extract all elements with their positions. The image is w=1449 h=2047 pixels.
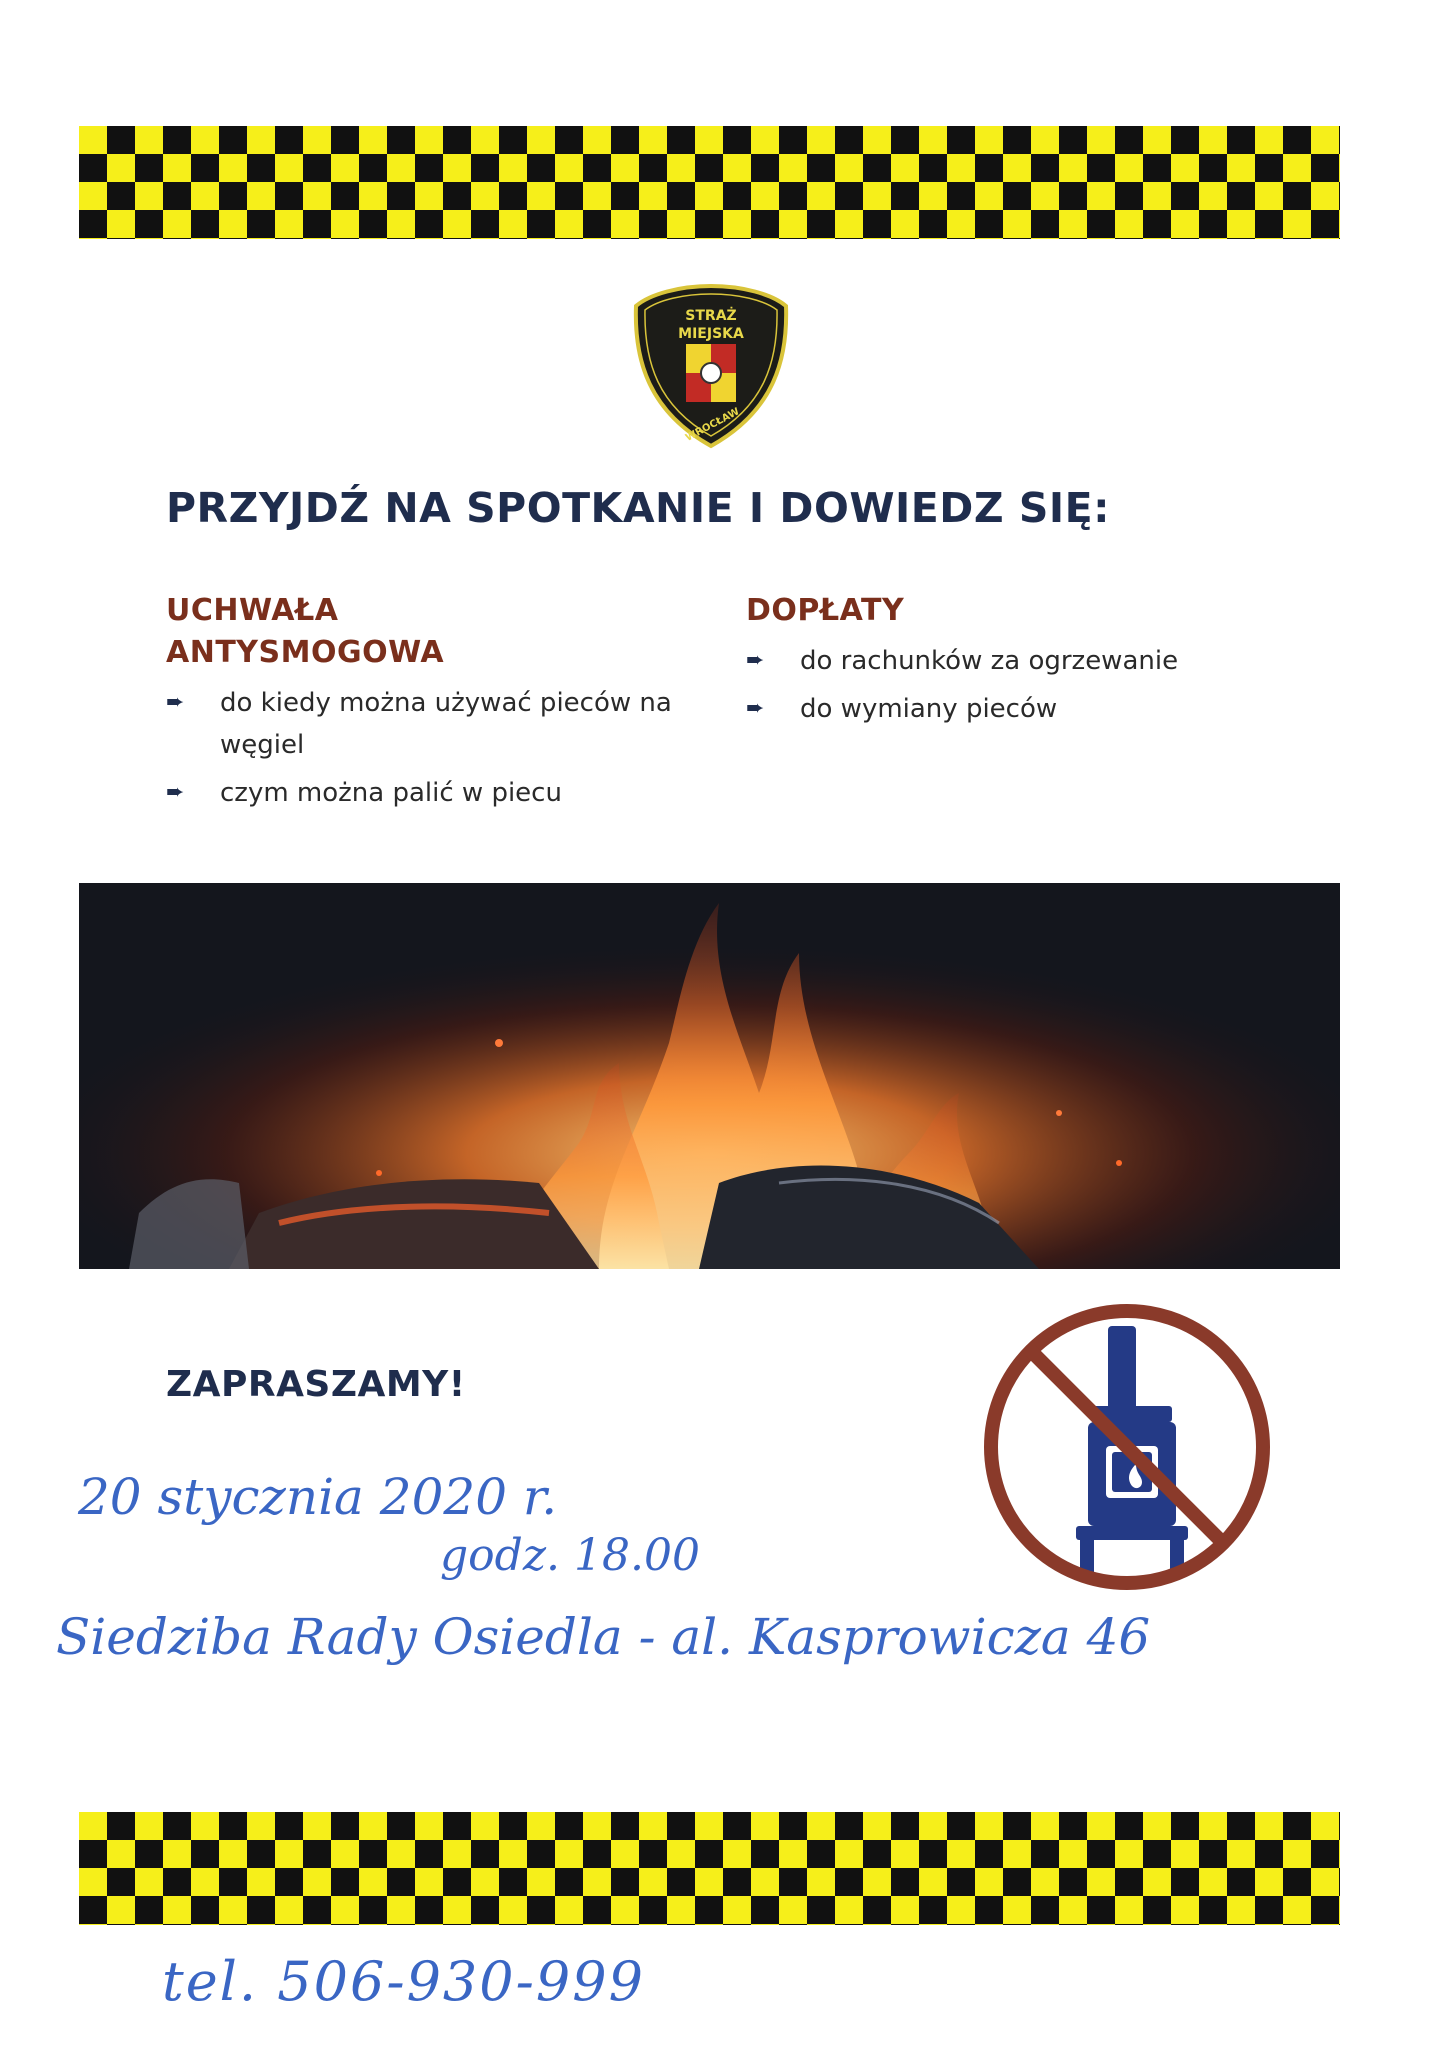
emblem-text-mid: MIEJSKA [678,326,744,342]
subsidies-list [746,640,1206,730]
bottom-checkered-band [79,1812,1340,1925]
antismog-list [166,682,686,814]
fire-photo [79,883,1340,1269]
arrow-right-icon: ➨ [166,780,185,805]
invite-heading: ZAPRASZAMY! [166,1364,466,1405]
list-item [166,772,686,814]
emblem-text-bottom: WROCŁAW [683,406,742,444]
arrow-right-icon: ➨ [166,690,185,715]
list-item [746,640,1206,682]
handwritten-place: Siedziba Rady Osiedla - al. Kasprowicza 46 [56,1608,1151,1666]
list-item [746,688,1206,730]
arrow-right-icon: ➨ [746,648,765,673]
city-guard-badge-icon [632,282,790,450]
subsidies-section [746,590,1206,736]
page-headline: PRZYJDŹ NA SPOTKANIE I DOWIEDZ SIĘ: [166,484,1111,532]
list-item-text: do kiedy można używać pieców na węgiel [220,688,672,760]
no-coal-stove-icon [976,1296,1278,1598]
arrow-right-icon: ➨ [746,696,765,721]
handwritten-hour: godz. 18.00 [440,1530,700,1581]
list-item [166,682,686,766]
top-checkered-band [79,126,1340,239]
antismog-section [166,590,686,820]
list-item-text: czym można palić w piecu [220,778,562,808]
subsidies-title: DOPŁATY [746,593,905,628]
list-item-text: do rachunków za ogrzewanie [800,646,1179,676]
handwritten-phone: tel. 506-930-999 [162,1950,645,2013]
handwritten-date: 20 stycznia 2020 r. [78,1468,558,1526]
list-item-text: do wymiany pieców [800,694,1058,724]
emblem-text-top: STRAŻ [685,308,737,324]
antismog-title: UCHWAŁA ANTYSMOGOWA [166,593,445,670]
